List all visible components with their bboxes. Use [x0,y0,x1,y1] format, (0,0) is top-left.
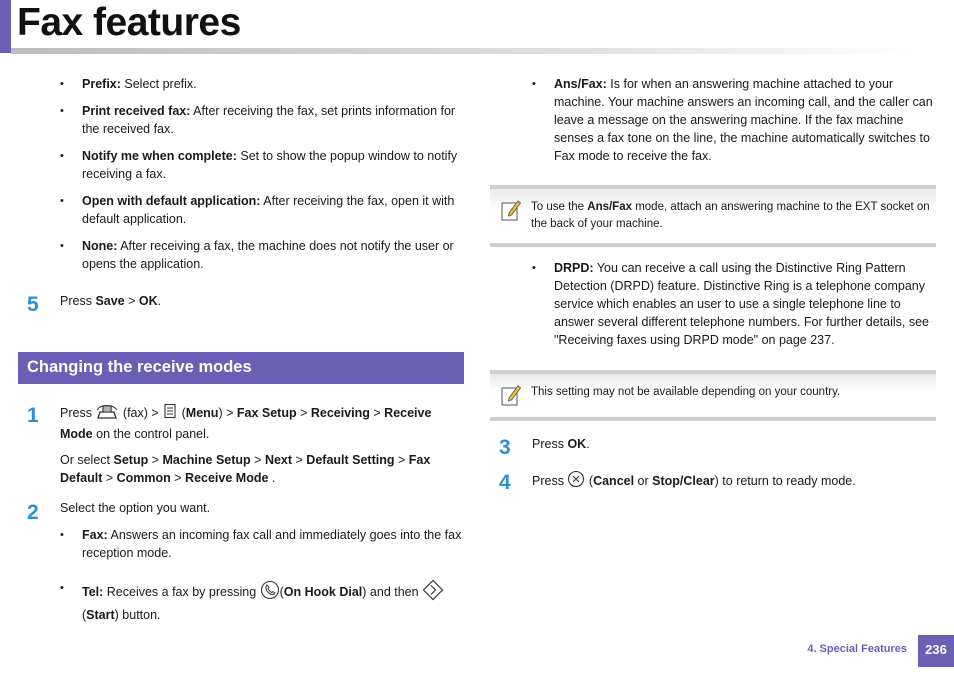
title-accent-bar [0,0,11,53]
step-number-1: 1 [27,404,39,427]
step-number-5: 5 [27,293,39,316]
step-5-text: Press Save > OK. [60,294,162,308]
step-4-text: Press (Cancel or Stop/Clear) to return to ready mode. [532,470,936,493]
list-item-print-received-fax: • Print received fax: After receiving the fax, set prints information for the received fax. [60,102,464,138]
note-country: This setting may not be available depending on your country. [490,370,936,421]
drpd-item [532,259,936,349]
start-diamond-icon [422,579,444,606]
note-icon [500,198,522,228]
list-item-open-default: • Open with default application: After receiving the fax, open it with default application. [60,192,464,228]
fax-machine-icon [95,402,119,425]
step-number-2: 2 [27,501,39,524]
note-icon [500,383,522,413]
page-title: Fax features [17,1,241,44]
title-rule [11,48,916,54]
list-item-prefix: • Prefix: Select prefix. [60,75,464,93]
section-heading: Changing the receive modes [18,352,464,384]
cancel-icon [567,470,585,493]
menu-icon [162,403,178,424]
step-2-text: Select the option you want. • Fax: Answers an incoming fax call and immediately goes into the fax reception mode. • Tel: Receives a fax by pressing (On Hook Dial) and then (Start) button. [60,499,464,624]
footer-chapter-label: 4. Special Features [807,643,907,655]
note-ans-fax: To use the Ans/Fax mode, attach an answering machine to the EXT socket on the back of your machine. [490,185,936,247]
list-item-none: • None: After receiving a fax, the machine does not notify the user or opens the application. [60,237,464,273]
list-item-drpd: • DRPD: You can receive a call using the Distinctive Ring Pattern Detection (DRPD) feature. Distinctive Ring is a telephone company service which enables an user to use a single telephone line to answer several different telephone numbers. For further details, see "Receiving faxes using DRPD mode" on page 237. [532,259,936,349]
list-item-fax-mode: • Fax: Answers an incoming fax call and immediately goes into the fax reception mode. [60,526,464,562]
list-item-ans-fax: • Ans/Fax: Is for when an answering machine attached to your machine. Your machine answers an incoming call, and the caller can leave a message on the answering machine. If the fax machine senses a fax tone on the line, the machine automatically switches to Fax mode to receive the fax. [532,75,936,165]
step-number-4: 4 [499,471,511,494]
list-item-notify: • Notify me when complete: Set to show the popup window to notify receiving a fax. [60,147,464,183]
step-1-alt-text: Or select Setup > Machine Setup > Next > Default Setting > Fax Default > Common > Receive Mode . [60,453,431,485]
step-3-text: Press OK. [532,437,590,451]
left-options-list [60,75,464,273]
list-item-tel-mode: • Tel: Receives a fax by pressing (On Hook Dial) and then (Start) button. [60,579,464,624]
step-1-text: Press (fax) > (Menu) > Fax Setup > Receiving > Receive Mode on the control panel. Or select Setup > Machine Setup > Next > Default Setting > Fax Default > Common > Receive Mode . [60,402,464,487]
ans-fax-item [532,75,936,165]
on-hook-dial-icon [260,580,280,605]
step-number-3: 3 [499,436,511,459]
page-number: 236 [918,635,954,667]
